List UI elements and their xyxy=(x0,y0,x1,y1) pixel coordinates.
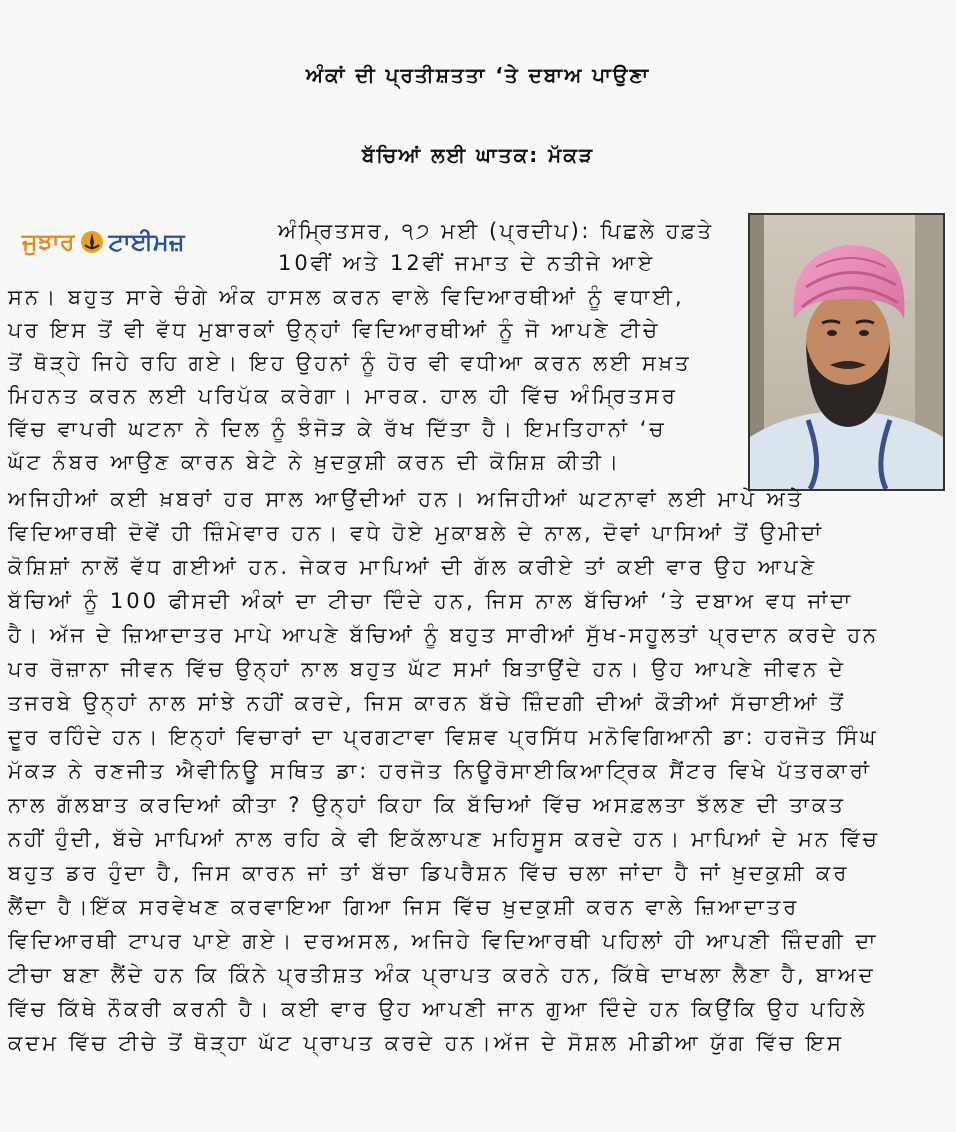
article-line: ਸਨ। ਬਹੁਤ ਸਾਰੇ ਚੰਗੇ ਅੰਕ ਹਾਸਲ ਕਰਨ ਵਾਲੇ ਵਿਦਿਆਰਥੀਆਂ ਨੂੰ ਵਧਾਈ, xyxy=(8,285,685,309)
article-line: ਦੂਰ ਰਹਿੰਦੇ ਹਨ। ਇਨ੍ਹਾਂ ਵਿਚਾਰਾਂ ਦਾ ਪ੍ਰਗਟਾਵਾ ਵਿਸ਼ਵ ਪ੍ਰਸਿੱਧ ਮਨੋਵਿਗਿਆਨੀ ਡਾ: ਹਰਜੋਤ ਸਿੰਘ xyxy=(8,725,879,749)
article-line: ਨਹੀਂ ਹੁੰਦੀ, ਬੱਚੇ ਮਾਪਿਆਂ ਨਾਲ ਰਹਿ ਕੇ ਵੀ ਇਕੱਲਾਪਣ ਮਹਿਸੂਸ ਕਰਦੇ ਹਨ। ਮਾਪਿਆਂ ਦੇ ਮਨ ਵਿੱਚ xyxy=(8,827,880,851)
article-line: ਤਜਰਬੇ ਉਨ੍ਹਾਂ ਨਾਲ ਸਾਂਝੇ ਨਹੀਂ ਕਰਦੇ, ਜਿਸ ਕਾਰਨ ਬੱਚੇ ਜ਼ਿੰਦਗੀ ਦੀਆਂ ਕੌੜੀਆਂ ਸੱਚਾਈਆਂ ਤੋਂ xyxy=(8,691,846,715)
logo-word-2: ਟਾਈਮਜ਼ xyxy=(108,228,185,256)
article-line: ਮੱਕੜ ਨੇ ਰਣਜੀਤ ਐਵੀਨਿਊ ਸਥਿਤ ਡਾ: ਹਰਜੋਤ ਨਿਊਰੋਸਾਈਕਿਆਟ੍ਰਿਕ ਸੈਂਟਰ ਵਿਖੇ ਪੱਤਰਕਾਰਾਂ xyxy=(8,759,872,783)
article-line: ਕਦਮ ਵਿੱਚ ਟੀਚੇ ਤੋਂ ਥੋੜ੍ਹਾ ਘੱਟ ਪ੍ਰਾਪਤ ਕਰਦੇ ਹਨ।ਅੱਜ ਦੇ ਸੋਸ਼ਲ ਮੀਡੀਆ ਯੁੱਗ ਵਿੱਚ ਇਸ xyxy=(8,1031,845,1055)
article-line: ਮਿਹਨਤ ਕਰਨ ਲਈ ਪਰਿਪੱਕ ਕਰੇਗਾ। ਮਾਰਕ. ਹਾਲ ਹੀ ਵਿੱਚ ਅੰਮ੍ਰਿਤਸਰ xyxy=(8,384,678,408)
headline-line-2: ਬੱਚਿਆਂ ਲਈ ਘਾਤਕ: ਮੱਕੜ xyxy=(361,143,595,167)
article-line: ਬੱਚਿਆਂ ਨੂੰ 100 ਫੀਸਦੀ ਅੰਕਾਂ ਦਾ ਟੀਚਾ ਦਿੰਦੇ ਹਨ, ਜਿਸ ਨਾਲ ਬੱਚਿਆਂ ‘ਤੇ ਦਬਾਅ ਵਧ ਜਾਂਦਾ xyxy=(8,589,854,613)
logo-word-1: ਜੁਝਾਰ xyxy=(22,228,75,256)
article-line: ਤੋਂ ਥੋੜ੍ਹੇ ਜਿਹੇ ਰਹਿ ਗਏ। ਇਹ ਉਹਨਾਂ ਨੂੰ ਹੋਰ ਵੀ ਵਧੀਆ ਕਰਨ ਲਈ ਸਖ਼ਤ xyxy=(8,351,692,375)
article-line: ਨਾਲ ਗੱਲਬਾਤ ਕਰਦਿਆਂ ਕੀਤਾ ? ਉਨ੍ਹਾਂ ਕਿਹਾ ਕਿ ਬੱਚਿਆਂ ਵਿੱਚ ਅਸਫ਼ਲਤਾ ਝੱਲਣ ਦੀ ਤਾਕਤ xyxy=(8,793,846,817)
article-line: ਬਹੁਤ ਡਰ ਹੁੰਦਾ ਹੈ, ਜਿਸ ਕਾਰਨ ਜਾਂ ਤਾਂ ਬੱਚਾ ਡਿਪਰੈਸ਼ਨ ਵਿੱਚ ਚਲਾ ਜਾਂਦਾ ਹੈ ਜਾਂ ਖ਼ੁਦਕੁਸ਼ੀ ਕਰ xyxy=(8,861,850,885)
article-line: ਵਿੱਚ ਕਿੱਥੇ ਨੌਕਰੀ ਕਰਨੀ ਹੈ। ਕਈ ਵਾਰ ਉਹ ਆਪਣੀ ਜਾਨ ਗੁਆ ਦਿੰਦੇ ਹਨ ਕਿਉਂਕਿ ਉਹ ਪਹਿਲੇ xyxy=(8,997,868,1021)
portrait-photo xyxy=(748,213,945,491)
article-line: ਅਜਿਹੀਆਂ ਕਈ ਖ਼ਬਰਾਂ ਹਰ ਸਾਲ ਆਉਂਦੀਆਂ ਹਨ। ਅਜਿਹੀਆਂ ਘਟਨਾਵਾਂ ਲਈ ਮਾਪੇ ਅਤੇ xyxy=(8,487,805,511)
article-line: ਵਿੱਚ ਵਾਪਰੀ ਘਟਨਾ ਨੇ ਦਿਲ ਨੂੰ ਝੰਜੋੜ ਕੇ ਰੱਖ ਦਿੱਤਾ ਹੈ। ਇਮਤਿਹਾਨਾਂ ‘ਚ xyxy=(8,417,667,441)
article-line: ਅੰਮ੍ਰਿਤਸਰ, ੧੭ ਮਈ (ਪ੍ਰਦੀਪ): ਪਿਛਲੇ ਹਫ਼ਤੇ xyxy=(278,219,714,243)
article-line: ਟੀਚਾ ਬਣਾ ਲੈਂਦੇ ਹਨ ਕਿ ਕਿੰਨੇ ਪ੍ਰਤੀਸ਼ਤ ਅੰਕ ਪ੍ਰਾਪਤ ਕਰਨੇ ਹਨ, ਕਿੱਥੇ ਦਾਖਲਾ ਲੈਣਾ ਹੈ, ਬਾਅਦ xyxy=(8,963,876,987)
headline-line-1: ਅੰਕਾਂ ਦੀ ਪ੍ਰਤੀਸ਼ਤਤਾ ‘ਤੇ ਦਬਾਅ ਪਾਉਣਾ xyxy=(305,63,651,87)
article-line: ਹੈ। ਅੱਜ ਦੇ ਜ਼ਿਆਦਾਤਰ ਮਾਪੇ ਆਪਣੇ ਬੱਚਿਆਂ ਨੂੰ ਬਹੁਤ ਸਾਰੀਆਂ ਸੁੱਖ-ਸਹੂਲਤਾਂ ਪ੍ਰਦਾਨ ਕਰਦੇ ਹਨ xyxy=(8,623,879,647)
article-line: ਪਰ ਰੋਜ਼ਾਨਾ ਜੀਵਨ ਵਿੱਚ ਉਨ੍ਹਾਂ ਨਾਲ ਬਹੁਤ ਘੱਟ ਸਮਾਂ ਬਿਤਾਉਂਦੇ ਹਨ। ਉਹ ਆਪਣੇ ਜੀਵਨ ਦੇ xyxy=(8,657,846,681)
article-line: ਘੱਟ ਨੰਬਰ ਆਉਣ ਕਾਰਨ ਬੇਟੇ ਨੇ ਖ਼ੁਦਕੁਸ਼ੀ ਕਰਨ ਦੀ ਕੋਸ਼ਿਸ਼ ਕੀਤੀ। xyxy=(8,450,622,474)
article-line: ਵਿਦਿਆਰਥੀ ਦੋਵੇਂ ਹੀ ਜ਼ਿੰਮੇਵਾਰ ਹਨ। ਵਧੇ ਹੋਏ ਮੁਕਾਬਲੇ ਦੇ ਨਾਲ, ਦੋਵਾਂ ਪਾਸਿਆਂ ਤੋਂ ਉਮੀਦਾਂ xyxy=(8,521,825,545)
article-line: ਕੋਸ਼ਿਸ਼ਾਂ ਨਾਲੋਂ ਵੱਧ ਗਈਆਂ ਹਨ. ਜੇਕਰ ਮਾਪਿਆਂ ਦੀ ਗੱਲ ਕਰੀਏ ਤਾਂ ਕਈ ਵਾਰ ਉਹ ਆਪਣੇ xyxy=(8,555,818,579)
article-line: 10ਵੀਂ ਅਤੇ 12ਵੀਂ ਜਮਾਤ ਦੇ ਨਤੀਜੇ ਆਏ xyxy=(278,251,656,275)
khanda-icon xyxy=(79,229,105,255)
article-line: ਲੈਂਦਾ ਹੈ।ਇੱਕ ਸਰਵੇਖਣ ਕਰਵਾਇਆ ਗਿਆ ਜਿਸ ਵਿੱਚ ਖ਼ੁਦਕੁਸ਼ੀ ਕਰਨ ਵਾਲੇ ਜ਼ਿਆਦਾਤਰ xyxy=(8,895,800,919)
article-line: ਵਿਦਿਆਰਥੀ ਟਾਪਰ ਪਾਏ ਗਏ। ਦਰਅਸਲ, ਅਜਿਹੇ ਵਿਦਿਆਰਥੀ ਪਹਿਲਾਂ ਹੀ ਆਪਣੀ ਜ਼ਿੰਦਗੀ ਦਾ xyxy=(8,929,879,953)
masthead-logo xyxy=(22,222,184,262)
article-line: ਪਰ ਇਸ ਤੋਂ ਵੀ ਵੱਧ ਮੁਬਾਰਕਾਂ ਉਨ੍ਹਾਂ ਵਿਦਿਆਰਥੀਆਂ ਨੂੰ ਜੋ ਆਪਣੇ ਟੀਚੇ xyxy=(8,318,661,342)
